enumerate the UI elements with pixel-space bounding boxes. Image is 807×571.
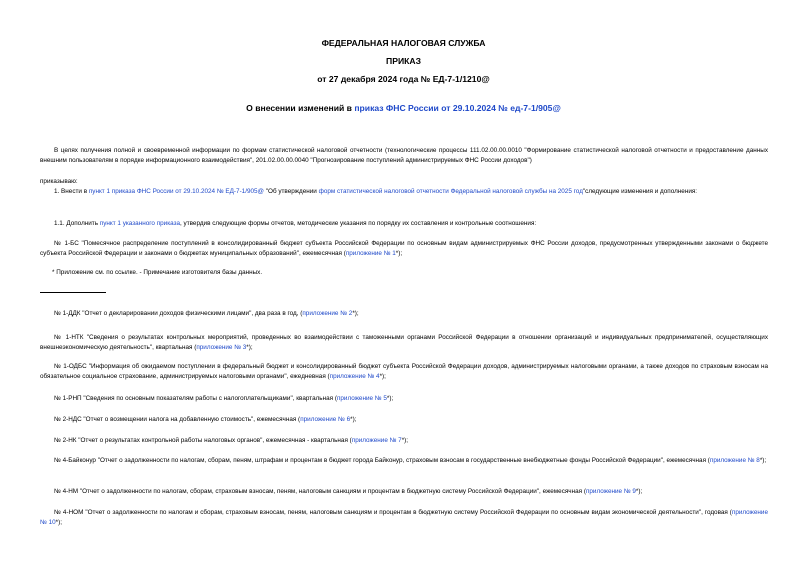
org-title: ФЕДЕРАЛЬНАЯ НАЛОГОВАЯ СЛУЖБА — [321, 38, 486, 48]
form-2nds-post: *); — [350, 416, 357, 423]
form-4baikonur-text: № 4-Байконур "Отчет о задолженности по налогам, сборам, пеням, штрафам и процентам в бюджет города Байконур, страховым взносам в государственные внебюджетные фонды Российской Федерации", ежемесячная ( — [54, 457, 710, 464]
item-1 — [40, 187, 768, 197]
form-2nds-link[interactable]: приложение № 6 — [300, 416, 351, 423]
form-1bs — [40, 239, 768, 259]
form-4nm-text: № 4-НМ "Отчет о задолженности по налогам, сборам, страховым взносам, пеням, налоговым санкциям и процентам в бюджетную систему Российской Федерации", ежемесячная ( — [54, 488, 586, 495]
form-1rnp-link[interactable]: приложение № 5 — [336, 395, 387, 402]
form-4baikonur — [40, 456, 768, 466]
form-1odbs-link[interactable]: приложение № 4 — [329, 373, 380, 381]
subject-prefix: О внесении изменений в — [246, 103, 355, 113]
form-4nom-post: *); — [55, 519, 62, 527]
form-1odbs-text: № 1-ОДБС "Информация об ожидаемом поступлении в федеральный бюджет и консолидированный бюджет субъекта Российской Федерации доходов, администрируемых налоговыми органами, а также доходов по страховым взносам на обязательное социальное страхование, администрируемых налоговыми органами", ежедневная ( — [40, 363, 768, 381]
item-1-1-pre: 1.1. Дополнить — [54, 220, 100, 227]
form-2nk — [40, 436, 768, 446]
form-4baikonur-link[interactable]: приложение № 8 — [709, 457, 760, 464]
form-1ntk-link[interactable]: приложение № 3 — [196, 344, 247, 352]
form-4nom-link[interactable]: приложение № 10 — [40, 509, 768, 527]
form-1rnp-text: № 1-РНП "Сведения по основным показателям работы с налогоплательщиками", квартальная ( — [54, 395, 337, 402]
form-1bs-post: *); — [395, 250, 403, 258]
order-date-number: от 27 декабря 2024 года № ЕД-7-1/1210@ — [317, 74, 490, 84]
intro-paragraph: В целях получения полной и своевременной информации по формам статистической налоговой отчетности (технологические процессы 111.02.00.00.0010 "Формирование статистической налоговой отчетности и предоставление данных внешним пользователям в порядке информационного взаимодействия", 201.02.00.00.0040 "Прогнозирование поступлений администрируемых ФНС России доходов") — [40, 147, 768, 165]
form-2nds-text: № 2-НДС "Отчет о возмещении налога на добавленную стоимость", ежемесячная ( — [54, 416, 301, 423]
form-2nk-link[interactable]: приложение № 7 — [351, 437, 402, 444]
form-1ddk-link[interactable]: приложение № 2 — [302, 310, 353, 317]
item-1-1 — [40, 219, 768, 229]
form-1rnp — [40, 394, 768, 404]
form-2nds — [40, 415, 768, 425]
item-1-pre: 1. Внести в — [54, 188, 89, 195]
form-1rnp-post: *); — [386, 395, 394, 402]
form-1ddk — [40, 309, 768, 319]
form-1odbs — [40, 362, 768, 382]
order-word: приказываю: — [40, 178, 78, 185]
form-1ntk-post: *); — [246, 344, 253, 352]
order-subject — [0, 103, 807, 113]
item-1-link-forms[interactable]: форм статистической налоговой отчетности Федеральной налоговой службы на 2025 год — [318, 188, 583, 195]
footnote: * Приложение см. по ссылке. - Примечание изготовителя базы данных. — [52, 269, 263, 276]
form-4nm-post: *); — [635, 488, 643, 495]
form-4nm — [40, 487, 768, 497]
form-1ntk-text: № 1-НТК "Сведения о результатах контрольных мероприятий, проведенных во взаимодействии с таможенными органами Российской Федерации в отношении организаций и индивидуальных предпринимателей, осуществляющих внешнеэкономическую деятельность", квартальная ( — [40, 334, 768, 352]
form-2nk-post: *); — [401, 437, 409, 444]
item-1-1-post: , утвердив следующие формы отчетов, методические указания по порядку их составления и контрольные соотношения: — [180, 220, 537, 227]
form-4nom — [40, 508, 768, 528]
item-1-post: "следующие изменения и дополнения: — [582, 188, 698, 195]
form-4nm-link[interactable]: приложение № 9 — [585, 488, 636, 495]
form-1ddk-text: № 1-ДДК "Отчет о декларировании доходов физическими лицами", два раза в год, ( — [54, 310, 303, 317]
doc-type: ПРИКАЗ — [386, 56, 421, 66]
form-4baikonur-post: *); — [759, 457, 767, 464]
form-1bs-text: № 1-БС "Помесячное распределение поступлений в консолидированный бюджет субъекта Российской Федерации по основным видам администрируемых ФНС России доходов, предусмотренных утвержденными законами о бюджете субъекта Российской Федерации и законами о бюджетах муниципальных образований", ежемесячная ( — [40, 240, 768, 258]
item-1-link-order[interactable]: пункт 1 приказа ФНС России от 29.10.2024 № ЕД-7-1/905@ — [88, 188, 264, 195]
form-4nom-text: № 4-НОМ "Отчет о задолженности по налогам и сборам, страховым взносам, пеням, налоговым санкциям и процентам в бюджетную систему Российской Федерации по основным видам экономической деятельности", годовая ( — [54, 509, 732, 516]
form-1odbs-post: *); — [379, 373, 386, 381]
subject-link[interactable]: приказ ФНС России от 29.10.2024 № ед-7-1/905@ — [354, 103, 561, 113]
form-2nk-text: № 2-НК "Отчет о результатах контрольной работы налоговых органов", ежемесячная - квартальная ( — [54, 437, 352, 444]
form-1bs-link[interactable]: приложение № 1 — [345, 250, 396, 258]
form-1ddk-post: *); — [352, 310, 359, 317]
item-1-1-link[interactable]: пункт 1 указанного приказа — [99, 220, 181, 227]
form-1ntk — [40, 333, 768, 353]
footnote-separator — [40, 292, 106, 293]
item-1-mid: "Об утверждении — [264, 188, 319, 195]
